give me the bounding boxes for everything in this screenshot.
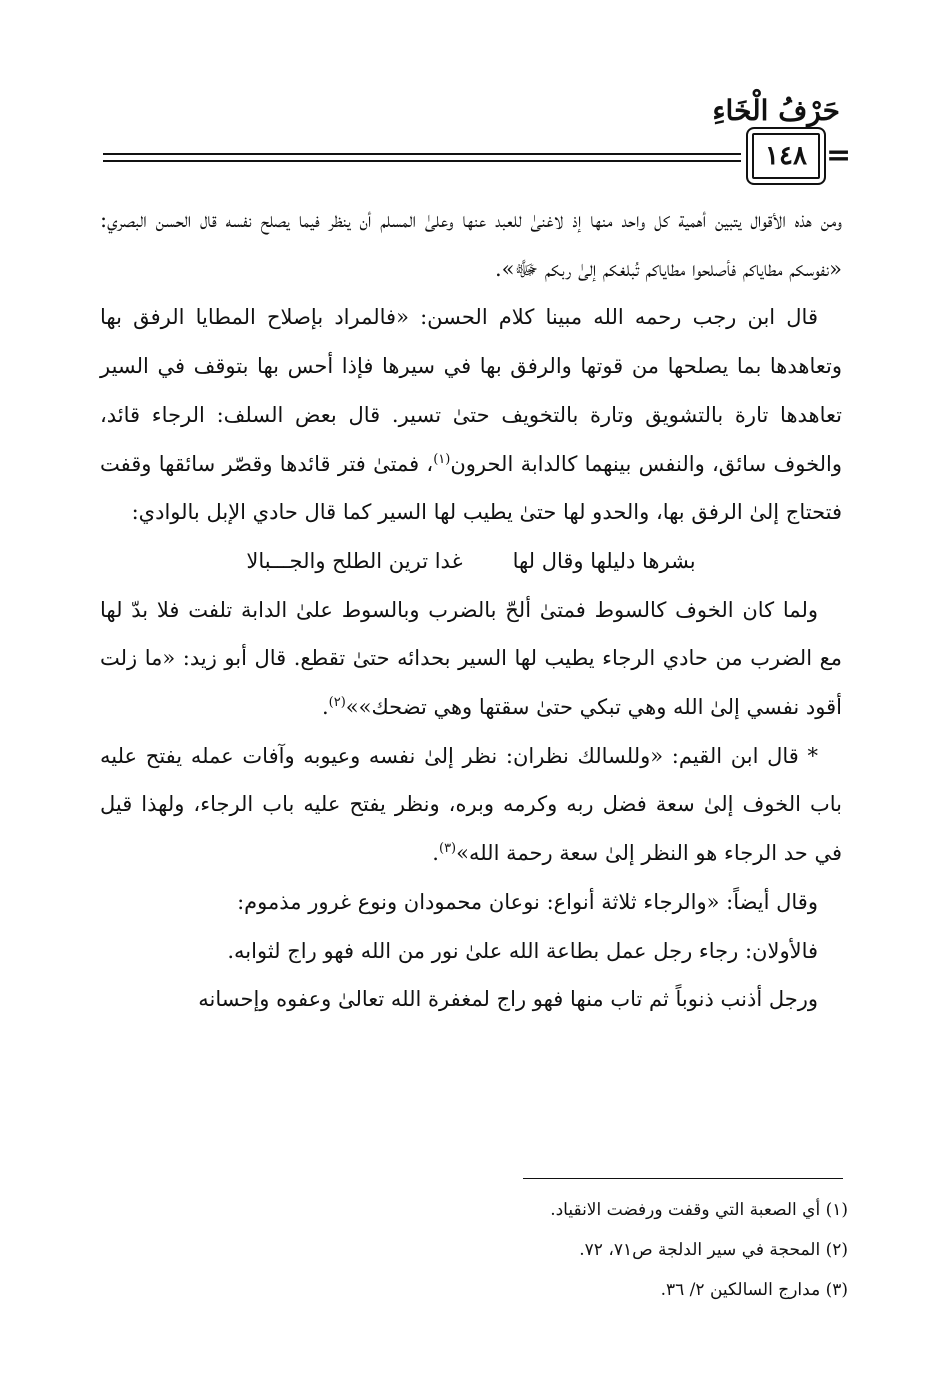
header-rule-top (103, 153, 741, 155)
paragraph-4-text-b: . (432, 841, 439, 866)
paragraph-2 (100, 293, 842, 537)
footnote-1: (١) أي الصعبة التي وقفت ورفضت الانقياد. (550, 1200, 848, 1220)
footnote-separator (523, 1178, 843, 1179)
paragraph-4-text-a: * قال ابن القيم: «وللسالك نظران: نظر إلىٰ نفسه وعيوبه وآفات عمله يفتح عليه باب الخوف إلىٰ سعة فضل ربه وكرمه وبره، ونظر يفتح عليه باب الرجاء، ولهذا قيل في حد الرجاء هو النظر إلىٰ سعة رحمة الله» (100, 743, 842, 866)
paragraph-2-text-a: قال ابن رجب رحمه الله مبينا كلام الحسن: «فالمراد بإصلاح المطايا الرفق بها وتعاهدها بما يصلحها من قوتها والرفق بها في سيرها فإذا أحس بها بتوقف في السير تعاهدها تارة بالتشويق وتارة بالتخويف حتىٰ تسير. قال بعض السلف: الرجاء قائد، والخوف سائق، والنفس بينهما كالدابة الحرون (100, 305, 842, 476)
paragraph-5: وقال أيضاً: «والرجاء ثلاثة أنواع: نوعان محمودان ونوع غرور مذموم: (237, 889, 818, 914)
footnotes (300, 1190, 848, 1310)
footnote-ref-3: (٣) (438, 841, 457, 857)
footnote-3: (٣) مدارج السالكين ٢/ ٣٦. (660, 1280, 848, 1300)
page-number: ١٤٨ (765, 141, 807, 171)
paragraph-3-text-a: ولما كان الخوف كالسوط فمتىٰ ألحّ بالضرب وبالسوط علىٰ الدابة تلفت فلا بدّ لها مع الضرب من حادي الرجاء يطيب لها السير بحدائه حتىٰ تقطع. قال أبو زيد: «ما زلت أقود نفسي إلىٰ الله وهي تبكي حتىٰ سقتها وهي تضحك»» (100, 597, 842, 720)
header-ornament: = (826, 138, 852, 173)
verse-first-hemistich: بشرها دليلها وقال لها (512, 548, 696, 573)
paragraph-3-text-b: . (321, 695, 329, 720)
body-text (100, 196, 842, 1024)
paragraph-2-text-b: ، فمتىٰ فتر قائدها وقصّر سائقها وقفت فتحتاج إلىٰ الرفق بها، والحدو لها حتىٰ يطيب لها السير كما قال حادي الإبل بالوادي: (100, 451, 842, 525)
footnote-ref-2: (٢) (328, 695, 346, 711)
footnote-2: (٢) المحجة في سير الدلجة ص٧١، ٧٢. (579, 1240, 848, 1260)
running-title: حَرْفُ الْخَاءِ (712, 94, 840, 127)
verse (100, 537, 842, 586)
page-number-box (746, 127, 826, 185)
header-rule-bottom (103, 160, 741, 162)
paragraph-4 (100, 732, 842, 878)
verse-second-hemistich: غدا ترين الطلح والجـــبالا (246, 548, 463, 573)
paragraph-6: فالأولان: رجاء رجل عمل بطاعة الله علىٰ نور من الله فهو راج لثوابه. (227, 938, 818, 963)
paragraph-7: ورجل أذنب ذنوباً ثم تاب منها فهو راج لمغفرة الله تعالىٰ وعفوه وإحسانه (198, 987, 818, 1012)
paragraph-3 (100, 586, 842, 732)
footnote-ref-1: (١) (433, 451, 451, 467)
paragraph-1: ومن هذه الأقوال يتبين أهمية كل واحد منها إذ لاغنىٰ للعبد عنها وعلىٰ المسلم أن ينظر فيما يصلح نفسه قال الحسن البصري: «نفوسكم مطاياكم فأصلحوا مطاياكم تُبلغكم إلىٰ ربكم ﷻ». (100, 208, 842, 281)
